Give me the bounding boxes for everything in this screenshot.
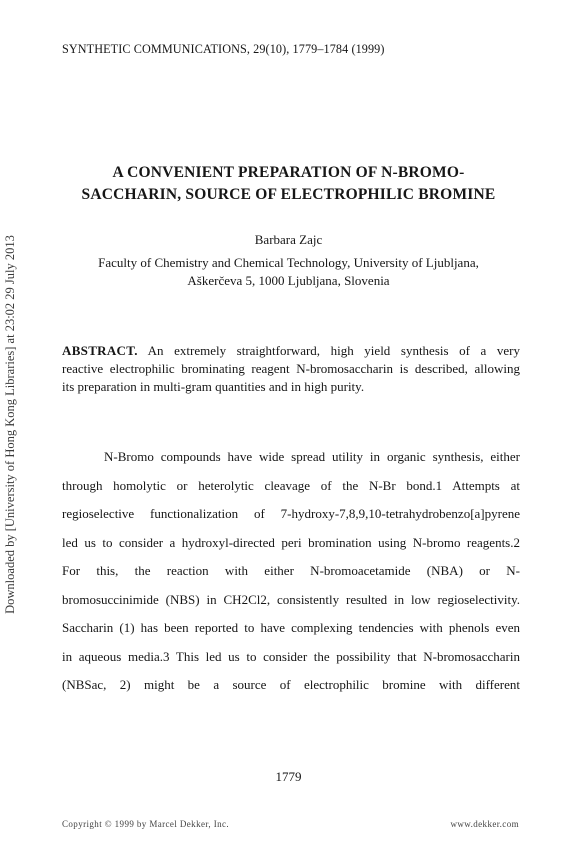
copyright-notice: Copyright © 1999 by Marcel Dekker, Inc.: [62, 819, 230, 829]
title-line-1: A CONVENIENT PREPARATION OF N-BROMO-: [112, 164, 465, 181]
paper-title: [0, 162, 577, 206]
abstract-heading: ABSTRACT.: [62, 343, 138, 358]
download-watermark-text: Downloaded by [University of Hong Kong Libraries] at 23:02 29 July 2013: [2, 234, 17, 614]
body-line-2: through homolytic or heterolytic cleavage of the N-Br bond.1 Attempts at: [62, 477, 520, 493]
title-line-2: SACCHARIN, SOURCE OF ELECTROPHILIC BROMINE: [81, 186, 496, 203]
affiliation-line-2: Aškerčeva 5, 1000 Ljubljana, Slovenia: [187, 273, 390, 288]
body-line-4: led us to consider a hydroxyl-directed peri bromination using N-bromo reagents.2: [62, 534, 520, 550]
body-line-5: For this, the reaction with either N-bromoacetamide (NBA) or N-: [62, 563, 520, 578]
abstract-text-1: An extremely straightforward, high yield synthesis of a very: [147, 343, 520, 358]
journal-header: SYNTHETIC COMMUNICATIONS, 29(10), 1779–1784 (1999): [62, 42, 385, 56]
abstract-line-2: reactive electrophilic brominating reagent N-bromosaccharin is described, allowing: [62, 361, 520, 376]
body-line-1: N-Bromo compounds have wide spread utility in organic synthesis, either: [104, 449, 520, 464]
page-number: 1779: [275, 769, 302, 784]
body-text: [62, 443, 520, 700]
affiliation-line-1: Faculty of Chemistry and Chemical Technology, University of Ljubljana,: [98, 255, 479, 270]
author-name: Barbara Zajc: [254, 232, 323, 247]
body-line-3: regioselective functionalization of 7-hydroxy-7,8,9,10-tetrahydrobenzo[a]pyrene: [62, 506, 520, 521]
affiliation: [0, 254, 577, 290]
body-line-9: (NBSac, 2) might be a source of electrophilic bromine with different: [62, 677, 520, 692]
body-line-7: Saccharin (1) has been reported to have complexing tendencies with phenols even: [62, 620, 520, 635]
body-line-6: bromosuccinimide (NBS) in CH2Cl2, consistently resulted in low regioselectivity.: [62, 591, 520, 607]
abstract: [62, 342, 520, 396]
abstract-line-3: its preparation in multi-gram quantities and in high purity.: [62, 379, 365, 394]
body-line-8: in aqueous media.3 This led us to consider the possibility that N-bromosaccharin: [62, 648, 520, 664]
publisher-website[interactable]: www.dekker.com: [450, 819, 519, 829]
abstract-line-1: [62, 342, 520, 360]
